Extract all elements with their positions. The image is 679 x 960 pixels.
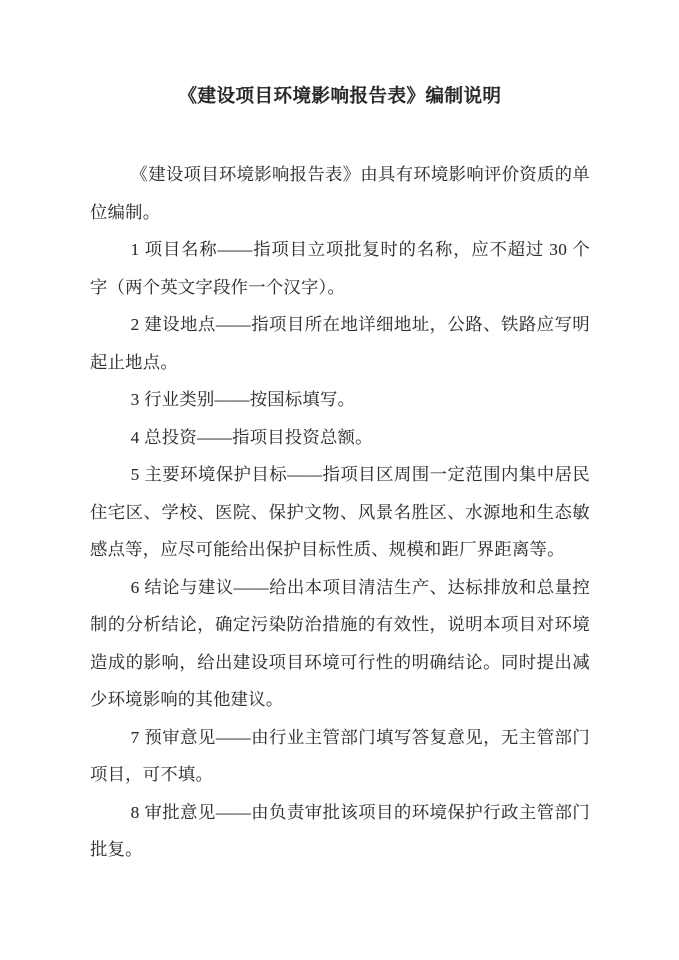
paragraph: 3 行业类别——按国标填写。 <box>130 390 356 409</box>
document-body <box>90 156 590 869</box>
paragraph: 6 结论与建议——给出本项目清洁生产、达标排放和总量控制的分析结论，确定污染防治措施的有效性，说明本项目对环境造成的影响，给出建设项目环境可行性的明确结论。同时提出减少环境影响的其他建议。 <box>90 577 590 709</box>
paragraph: 4 总投资——指项目投资总额。 <box>130 427 373 447</box>
paragraph: 5 主要环境保护目标——指项目区周围一定范围内集中居民住宅区、学校、医院、保护文物、风景名胜区、水源地和生态敏感点等，应尽可能给出保护目标性质、规模和距厂界距离等。 <box>90 465 590 559</box>
paragraph: 《建设项目环境影响报告表》由具有环境影响评价资质的单位编制。 <box>90 165 590 222</box>
paragraph: 1 项目名称——指项目立项批复时的名称，应不超过 30 个字（两个英文字段作一个汉字）。 <box>90 240 590 297</box>
document-title: 《建设项目环境影响报告表》编制说明 <box>178 87 502 107</box>
paragraph: 2 建设地点——指项目所在地详细地址，公路、铁路应写明起止地点。 <box>90 315 590 372</box>
paragraph: 7 预审意见——由行业主管部门填写答复意见，无主管部门项目，可不填。 <box>90 727 590 784</box>
paragraph: 8 审批意见——由负责审批该项目的环境保护行政主管部门批复。 <box>90 802 590 859</box>
